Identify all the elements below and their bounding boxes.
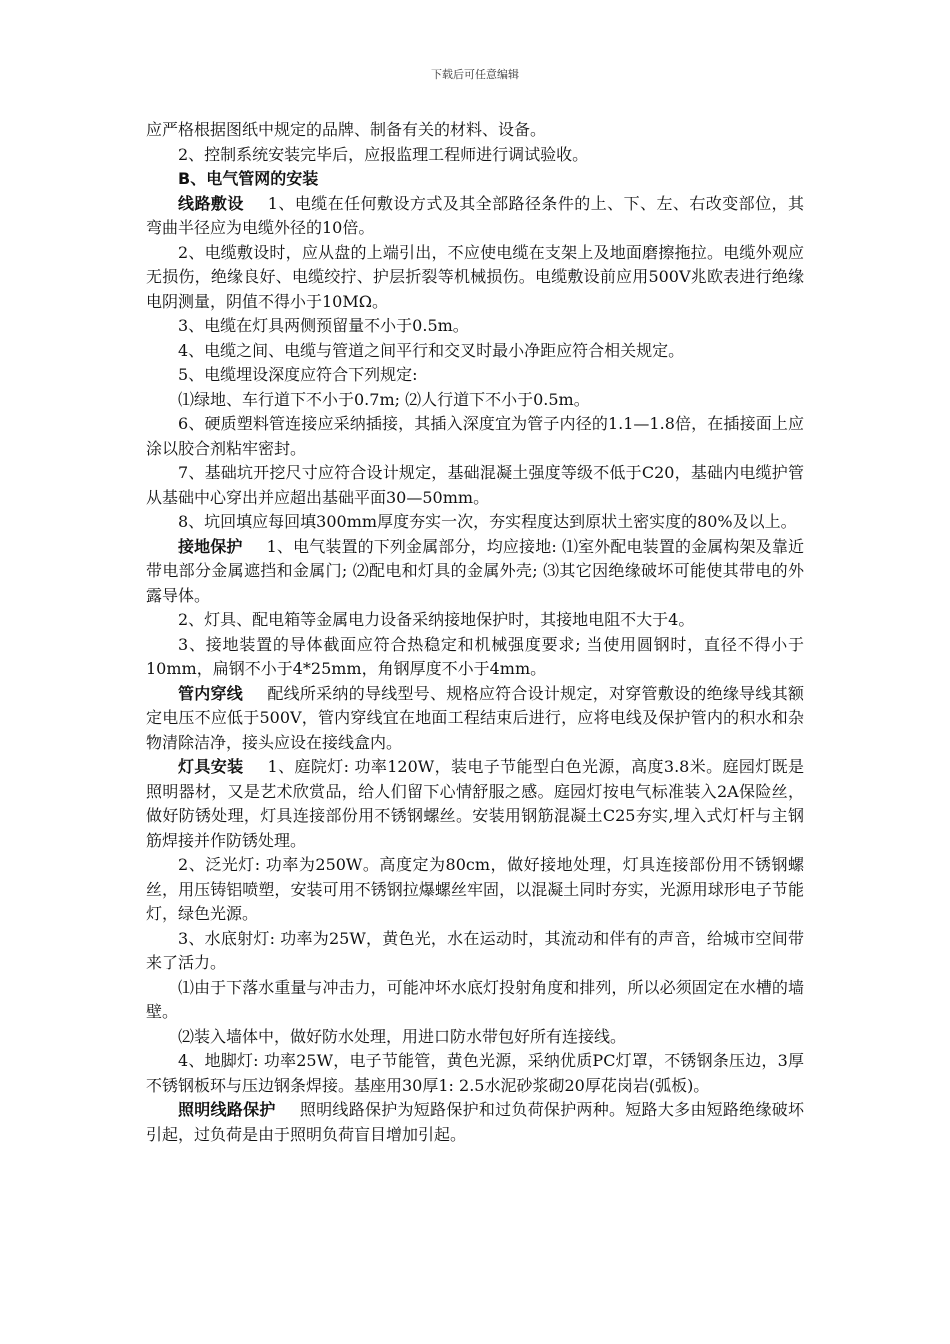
paragraph-underwater-1: ⑴由于下落水重量与冲击力，可能冲坏水底灯投射角度和排列，所以必须固定在水槽的墙壁。 <box>146 977 804 1021</box>
paragraph-cable-5-items: ⑴绿地、车行道下不小于0.7m; ⑵人行道下不小于0.5m。 <box>178 389 590 409</box>
paragraph-cable-laying <box>146 192 804 241</box>
paragraph-cable-3: 3、电缆在灯具两侧预留量不小于0.5m。 <box>178 316 469 335</box>
paragraph-text: 配线所采纳的导线型号、规格应符合设计规定，对穿管敷设的绝缘导线其额定电压不应低于500V，管内穿线宜在地面工程结束后进行，应将电线及保护管内的积水和杂物清除洁净，接头应设在接线盒内。 <box>146 683 804 752</box>
paragraph-control-system: 2、控制系统安装完毕后，应报监理工程师进行调试验收。 <box>178 144 589 164</box>
paragraph-lamps <box>146 755 804 853</box>
paragraph-cable-7: 7、基础坑开挖尺寸应符合设计规定，基础混凝土强度等级不低于C20，基础内电缆护管从基础中心穿出并应超出基础平面30—50mm。 <box>146 463 804 507</box>
paragraph-grounding-3: 3、接地装置的导体截面应符合热稳定和机械强度要求; 当使用圆钢时，直径不得小于10mm，扁钢不小于4*25mm，角钢厚度不小于4mm。 <box>146 634 804 678</box>
subheading-lamps: 灯具安装 <box>178 757 244 776</box>
paragraph-text: 1、电气装置的下列金属部分，均应接地: ⑴室外配电装置的金属构架及靠近带电部分金属遮挡和金属门; ⑵配电和灯具的金属外壳; ⑶其它因绝缘破坏可能使其带电的外露导体。 <box>146 536 804 605</box>
section-heading-b: B、电气管网的安装 <box>178 169 319 188</box>
subheading-wiring: 管内穿线 <box>178 683 244 703</box>
paragraph-circuit-protection <box>146 1098 804 1147</box>
paragraph-floodlight: 2、泛光灯: 功率为250W。高度定为80cm，做好接地处理，灯具连接部份用不锈钢螺丝，用压铸铝喷塑，安装可用不锈钢拉爆螺丝牢固，以混凝土同时夯实，光源用球形电子节能灯，绿色光源。 <box>146 855 804 923</box>
subheading-cable-laying: 线路敷设 <box>178 193 244 213</box>
document-body <box>146 118 804 1147</box>
paragraph-underwater-2: ⑵装入墙体中，做好防水处理，用进口防水带包好所有连接线。 <box>178 1026 627 1046</box>
subheading-circuit-protection: 照明线路保护 <box>178 1100 276 1119</box>
page-header: 下载后可任意编辑 <box>431 68 519 81</box>
paragraph-grounding-2: 2、灯具、配电箱等金属电力设备采纳接地保护时，其接地电阻不大于4。 <box>178 610 695 629</box>
subheading-grounding: 接地保护 <box>178 536 243 556</box>
paragraph-cable-4: 4、电缆之间、电缆与管道之间平行和交叉时最小净距应符合相关规定。 <box>178 340 685 360</box>
paragraph-cable-2: 2、电缆敷设时，应从盘的上端引出，不应使电缆在支架上及地面磨擦拖拉。电缆外观应无损伤，绝缘良好、电缆绞拧、护层折裂等机械损伤。电缆敷设前应用500V兆欧表进行绝缘电阴测量，阴值不得小于10MΩ。 <box>146 242 804 311</box>
paragraph-underwater-light: 3、水底射灯: 功率为25W，黄色光，水在运动时，其流动和伴有的声音，给城市空间带来了活力。 <box>146 928 804 972</box>
paragraph-materials: 应严格根据图纸中规定的品牌、制备有关的材料、设备。 <box>146 120 547 139</box>
paragraph-cable-8: 8、坑回填应每回填300mm厚度夯实一次，夯实程度达到原状土密实度的80%及以上。 <box>178 512 797 531</box>
paragraph-text: 1、庭院灯: 功率120W，装电子节能型白色光源，高度3.8米。庭园灯既是照明器材，又是艺术欣赏品，给人们留下心情舒服之感。庭园灯按电气标准装入2A保险丝，做好防锈处理，灯具连接部份用不锈钢螺丝。安装用钢筋混凝土C25夯实,埋入式灯杆与主钢筋焊接并作防锈处理。 <box>146 757 804 850</box>
paragraph-text: 1、电缆在任何敷设方式及其全部路径条件的上、下、左、右改变部位，其弯曲半径应为电缆外径的10倍。 <box>146 193 804 237</box>
paragraph-wiring <box>146 682 804 756</box>
paragraph-ground-light: 4、地脚灯: 功率25W，电子节能管，黄色光源，采纳优质PC灯罩，不锈钢条压边，3厚不锈钢板环与压边钢条焊接。基座用30厚1: 2.5水泥砂浆砌20厚花岗岩(弧板)。 <box>146 1051 804 1095</box>
paragraph-cable-5: 5、电缆埋设深度应符合下列规定: <box>178 365 418 384</box>
paragraph-cable-6: 6、硬质塑料管连接应采纳插接，其插入深度宜为管子内径的1.1—1.8倍，在插接面上应涂以胶合剂粘牢密封。 <box>146 414 804 458</box>
paragraph-text: 照明线路保护为短路保护和过负荷保护两种。短路大多由短路绝缘破坏引起，过负荷是由于照明负荷盲目增加引起。 <box>146 1100 804 1144</box>
paragraph-grounding <box>146 535 804 609</box>
